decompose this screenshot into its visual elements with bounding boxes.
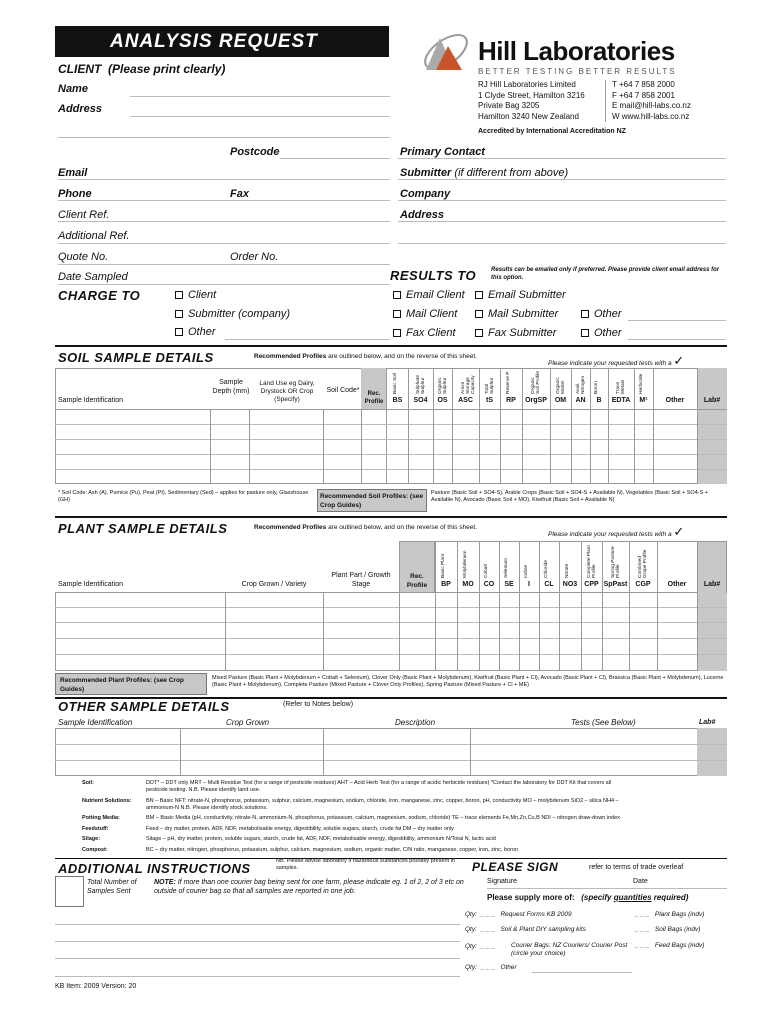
submitter-label: Submitter (if different from above) [400, 167, 569, 179]
instructions-line-2[interactable] [55, 941, 460, 942]
courier-bags-label: Courier Bags: NZ Couriers/ Courier Post (circle your choice) [511, 942, 628, 957]
plant-test-desc-0: Basic Plant [441, 554, 446, 578]
checkbox-icon[interactable] [475, 329, 483, 337]
other-refer-note: (Refer to Notes below) [283, 701, 354, 708]
company-address-field[interactable] [398, 221, 726, 222]
plant-test-10: Other [667, 581, 687, 588]
note-potting-label: Potting Media: [82, 815, 120, 821]
lab-logo-name: Hill Laboratories [478, 36, 675, 66]
plant-test-desc-3: Selenium [504, 558, 509, 578]
soil-col-divider [408, 368, 409, 484]
additional-ref-field[interactable] [58, 243, 390, 244]
company-field[interactable] [398, 200, 726, 201]
additional-title: ADDITIONAL INSTRUCTIONS [58, 861, 251, 876]
soil-col-divider [452, 368, 453, 484]
total-samples-box[interactable] [55, 876, 84, 907]
soil-col-divider [697, 368, 698, 484]
checkbox-icon[interactable] [393, 329, 401, 337]
plant-col-sample-id: Sample Identification [58, 581, 123, 588]
plant-test-6: NO3 [562, 581, 578, 588]
plant-test-0: BP [441, 581, 451, 588]
client-ref-label: Client Ref. [58, 209, 110, 221]
plant-profiles-text: Mixed Pasture (Basic Plant + Molybdenum + Cobalt + Selenium), Clover Only (Basic Plant + Molybdenum), Kiwifruit (Basic Plant + Cl), Avocado (Basic Plant + Cl), Brassica (Basic Plant + Molybdenum), Lucerne (Basic Plant + Molybdenum), Complete Pasture (Mixed Pasture + Clover Only Profiles), Spring Pasture (Mixed Pasture + Cl + ME) [212, 675, 724, 688]
soil-test-5: RP [506, 397, 516, 404]
company-label: Company [400, 188, 451, 200]
checkbox-icon[interactable] [581, 310, 589, 318]
plant-test-desc-8: Spring Pasture Profile [610, 546, 621, 578]
qty-sampling-kits[interactable]: Qty: _ _ _ Soil & Plant DIY sampling kits [465, 926, 586, 933]
plant-test-desc-6: Nitrate [565, 563, 570, 578]
plant-col-stage: Plant Part / Growth Stage [331, 572, 391, 588]
fax-label: Fax [230, 188, 249, 200]
plant-test-desc-1: Molybdenum [463, 550, 468, 578]
soil-col-divider [590, 368, 591, 484]
soil-test-desc-4: Total Sulphur [484, 377, 495, 394]
checkbox-icon[interactable] [393, 310, 401, 318]
soil-col-divider [634, 368, 635, 484]
company-address-label: Address [400, 209, 445, 221]
soil-test-4: tS [486, 397, 493, 404]
soil-test-desc-11: Herbicide [638, 373, 644, 394]
qty-other[interactable]: Qty: _ _ _ Other [465, 964, 517, 971]
soil-col-soil-code: Soil Code* [326, 387, 360, 394]
soil-code-footnote: * Soil Code: Ash (A), Pumice (Pu), Peat (Pt), Sedimentary (Sed) – applies for pasture only, Glasshouse (GH) [58, 490, 309, 503]
plant-test-4: I [528, 581, 530, 588]
checkmark-icon: ✓ [673, 353, 685, 368]
soil-test-desc-6: Organic Soil Profile [531, 371, 541, 394]
footer-version: KB Item: 2009 Version: 20 [55, 983, 137, 990]
name-label: Name [58, 83, 88, 95]
other-col-tests: Tests (See Below) [571, 718, 636, 727]
charge-submitter-option[interactable]: Submitter (company) [175, 308, 290, 320]
plant-test-9: CGP [635, 581, 651, 588]
soil-rec-note: Recommended Profiles are outlined below, and on the reverse of this sheet. [254, 353, 477, 360]
checkbox-icon[interactable] [581, 329, 589, 337]
plant-col-crop: Crop Grown / Variety [241, 581, 307, 588]
plant-test-2: CO [483, 581, 495, 588]
soil-indicate-note: Please indicate your requested tests with a ✓ [548, 353, 685, 368]
primary-contact-field[interactable] [398, 158, 726, 159]
soil-col-landuse: Land Use eg Dairy, Drystock OR Crop (Specify) [259, 380, 315, 403]
quote-order-field[interactable] [58, 264, 390, 265]
soil-test-desc-0: Basic Soil [392, 372, 398, 394]
plant-section-title: PLANT SAMPLE DETAILS [58, 521, 228, 536]
plant-rec-note: Recommended Profiles are outlined below, and on the reverse of this sheet. [254, 524, 477, 531]
note-soil-label: Soil: [82, 780, 94, 786]
additional-ref-label: Additional Ref. [58, 230, 130, 242]
address-field[interactable] [130, 116, 390, 117]
qty-courier-bags[interactable]: Qty: _ _ _ [465, 943, 496, 950]
plant-header-border [435, 541, 727, 593]
soil-test-desc-2: Organic Sulphur [437, 377, 448, 394]
plant-test-desc-7: Complete Plant Profile [586, 545, 597, 578]
checkbox-icon[interactable] [393, 291, 401, 299]
results-other-2-field[interactable] [628, 339, 726, 340]
note-compost-label: Compost: [82, 847, 108, 853]
other-section-title: OTHER SAMPLE DETAILS [58, 699, 230, 714]
plant-test-desc-5: Chloride [544, 560, 549, 578]
checkbox-icon[interactable] [475, 291, 483, 299]
soil-test-6: OrgSP [525, 397, 547, 404]
other-supply-field[interactable] [532, 972, 632, 973]
signature-label: Signature [487, 878, 517, 885]
soil-test-10: EDTA [611, 397, 631, 404]
results-mail-client[interactable]: Mail Client [393, 308, 457, 320]
results-mail-submitter[interactable]: Mail Submitter [475, 308, 558, 320]
supply-heading: Please supply more of: (specify quantities required) [487, 893, 689, 902]
client-heading: CLIENT (Please print clearly) [58, 62, 226, 76]
soil-col-sample-id: Sample Identification [58, 397, 123, 404]
lab-contact: T +64 7 858 2000 F +64 7 858 2001 E mail@hill-labs.co.nz W www.hill-labs.co.nz [612, 80, 691, 121]
plant-test-desc-2: Cobalt [484, 564, 489, 578]
soil-test-2: OS [437, 397, 448, 404]
results-other-1[interactable]: Other [581, 308, 622, 320]
soil-col-divider [433, 368, 434, 484]
other-col-description: Description [395, 718, 436, 727]
note-feed-text: Feed – dry matter, protein, ADF, NDF, metabolisable energy, digestibility, soluble sugars, starch, crude fat DM – dry matter only [146, 826, 454, 832]
results-fax-client[interactable]: Fax Client [393, 327, 456, 339]
results-note: Results can be emailed only if preferred. Please provide client email address for this option. [491, 267, 720, 281]
results-to-title: RESULTS TO [390, 268, 477, 283]
note-silage-text: Silage – pH, dry matter, protein, soluble sugars, starch, crude fat, ADF, NDF, metabolisable energy, digestibility, ammonium N/Total N, lactic acid [146, 836, 496, 842]
soil-table [55, 368, 727, 484]
note-nutrient-label: Nutrient Solutions: [82, 798, 132, 804]
plant-test-1: MO [462, 581, 474, 588]
instructions-line-4[interactable] [55, 976, 460, 977]
primary-contact-label: Primary Contact [400, 146, 485, 158]
plant-indicate-note: Please indicate your requested tests with a ✓ [548, 524, 685, 539]
signature-field[interactable] [487, 888, 727, 889]
please-sign-title: PLEASE SIGN [472, 860, 559, 874]
date-sampled-label: Date Sampled [58, 271, 128, 283]
phone-fax-field[interactable] [58, 200, 390, 201]
soil-col-divider [550, 368, 551, 484]
soil-profiles-label: Recommended Soil Profiles: (see Crop Guides) [317, 489, 427, 512]
hill-labs-logo-icon [418, 26, 476, 78]
postcode-label: Postcode [230, 146, 280, 158]
instructions-line-3[interactable] [55, 958, 460, 959]
results-email-client[interactable]: Email Client [393, 289, 465, 301]
charge-other-option[interactable]: Other [175, 326, 216, 338]
plant-test-7: CPP [584, 581, 599, 588]
soil-col-depth: Sample Depth (mm) [212, 379, 250, 395]
soil-test-0: BS [392, 397, 403, 404]
quote-no-label: Quote No. [58, 251, 109, 263]
terms-note: refer to terms of trade overleaf [589, 864, 684, 871]
note-feed-label: Feedstuff: [82, 826, 109, 832]
soil-col-divider [571, 368, 572, 484]
note-silage-label: Silage: [82, 836, 101, 842]
plant-table [55, 592, 727, 671]
charge-client-option[interactable]: Client [175, 289, 216, 301]
instructions-line-1[interactable] [55, 924, 460, 925]
plant-test-desc-4: Iodine [524, 564, 529, 578]
date-sampled-field[interactable] [58, 284, 390, 285]
results-email-submitter[interactable]: Email Submitter [475, 289, 566, 301]
soil-test-7: OM [554, 397, 567, 404]
plant-test-desc-9: Combined Grape Profile [638, 549, 648, 578]
qty-request-forms[interactable]: Qty: _ _ _ Request Forms KB 2009 [465, 911, 572, 918]
soil-test-1: SO4 [413, 397, 428, 404]
note-potting-text: BM – Basic Media (pH, conductivity, nitrate-N, ammonium-N, phosphorus, potassium, calcium, magnesium, sodium, chloride) TE – trace elements Fe,Mn,Zn,Cu,B NDI – nitrogen draw-down index [146, 815, 620, 821]
qty-feed-bags[interactable]: _ _ _ Feed Bags (indv) [635, 942, 705, 949]
soil-test-desc-1: Sulphate Sulphur [415, 375, 426, 394]
soil-col-divider [479, 368, 480, 484]
results-fax-submitter[interactable]: Fax Submitter [475, 327, 556, 339]
soil-test-8: AN [575, 397, 586, 404]
plant-test-5: CL [544, 581, 554, 588]
soil-test-13: Lab# [703, 397, 721, 404]
checkbox-icon[interactable] [175, 328, 183, 336]
plant-test-8: SpPast [603, 581, 628, 588]
soil-divider [55, 345, 727, 347]
total-samples-label: Total Number of Samples Sent [87, 879, 137, 895]
soil-col-divider [500, 368, 501, 484]
soil-col-divider [653, 368, 654, 484]
checkbox-icon[interactable] [175, 291, 183, 299]
soil-test-desc-7: Organic Matter [555, 377, 566, 394]
company-address-line-2[interactable] [398, 243, 726, 244]
address-line-2[interactable] [58, 137, 390, 138]
plant-test-3: SE [504, 581, 514, 588]
soil-col-divider [608, 368, 609, 484]
other-table [55, 728, 727, 776]
soil-test-3: ASC [458, 397, 473, 404]
order-no-label: Order No. [230, 251, 279, 263]
lab-tagline: BETTER TESTING BETTER RESULTS [478, 67, 677, 76]
plant-profiles-label: Recommended Plant Profiles: (see Crop Guides) [55, 673, 207, 695]
plant-test-11: Lab# [703, 581, 721, 588]
courier-note: NOTE: If more than one courier bag being sent for one farm, please indicate eg. 1 of 2, 2 of 3 etc on outside of courier bag so that all samples are reported in one job. [154, 879, 464, 895]
checkbox-icon[interactable] [475, 310, 483, 318]
hazard-note: NB. Please advise laboratory if hazardous substances possibly present in samples. [276, 858, 455, 871]
soil-test-12: Other [665, 397, 685, 404]
soil-profiles-text: Pasture (Basic Soil + SO4-S), Arable Crops (Basic Soil + SO4-S + Available N), Vegetables (Basic Soil + SO4-S + Available N), Avocado (Basic Soil + MO), Kiwifruit (Basic Soil + Available N) [431, 490, 709, 503]
client-ref-field[interactable] [58, 221, 390, 222]
lab-address: RJ Hill Laboratories Limited 1 Clyde Street, Hamilton 3216 Private Bag 3205 Hamilton 3240 New Zealand [478, 80, 585, 121]
date-label: Date [633, 878, 648, 885]
qty-soil-bags[interactable]: _ _ _ Soil Bags (indv) [635, 926, 701, 933]
postcode-field[interactable] [280, 158, 390, 159]
name-field[interactable] [130, 96, 390, 97]
soil-test-desc-9: Boron [594, 381, 599, 394]
email-field[interactable] [58, 179, 390, 180]
plant-divider [55, 516, 727, 518]
results-other-2[interactable]: Other [581, 327, 622, 339]
soil-test-desc-10: Trace Metals [616, 379, 626, 394]
soil-test-11: M¹ [639, 397, 648, 404]
note-compost-text: BC – dry matter, nitrogen, phosphorus, potassium, sulphur, calcium, magnesium, sodium, organic matter, C/N ratio, manganese, copper, iron, zinc, boron [146, 847, 519, 853]
soil-section-title: SOIL SAMPLE DETAILS [58, 350, 214, 365]
soil-col-divider [522, 368, 523, 484]
soil-col-rec-profile: Rec. Profile [364, 391, 384, 405]
checkmark-icon: ✓ [673, 524, 685, 539]
note-nutrient-text: BN – Basic NFT: nitrate-N, phosphorus, potassium, sulphur, calcium, magnesium, sodium, chloride, iron, manganese, zinc, copper, boron, pH, conductivity MO – molybdenum SiO2 – silica NH4 – ammonium-N N.B. Please identify stock solutions. [146, 798, 619, 811]
checkbox-icon[interactable] [175, 310, 183, 318]
phone-label: Phone [58, 188, 92, 200]
other-col-sample-id: Sample Identification [58, 718, 133, 727]
email-label: Email [58, 167, 88, 179]
soil-test-desc-8: Avail. Nitrogen [575, 375, 586, 394]
note-soil-text: DDT* – DDT only MRT – Multi Residue Test (for a range of pesticide residues) AHT – Acid Herb Test (for a range of acidic herbicide residues) *Contact the laboratory for DDT Kit that covers all pesticide testing. N.B. Please identify land use. [146, 780, 612, 793]
soil-test-9: B [596, 397, 602, 404]
form-title: ANALYSIS REQUEST [110, 30, 318, 52]
soil-test-desc-5: Reserve P [506, 371, 511, 394]
form-title-bar [55, 26, 389, 57]
qty-plant-bags[interactable]: _ _ _ Plant Bags (indv) [635, 911, 705, 918]
address-label: Address [58, 103, 103, 115]
soil-test-desc-3: Anion Storage Capacity [460, 375, 476, 394]
accreditation: Accredited by International Accreditation NZ [478, 128, 626, 135]
other-col-crop: Crop Grown [226, 718, 270, 727]
submitter-field[interactable] [398, 179, 726, 180]
plant-col-rec-profile: Rec. Profile [406, 573, 428, 589]
charge-to-title: CHARGE TO [58, 288, 141, 303]
results-other-1-field[interactable] [628, 320, 726, 321]
other-col-lab: Lab# [699, 719, 716, 726]
charge-other-field[interactable] [225, 339, 390, 340]
